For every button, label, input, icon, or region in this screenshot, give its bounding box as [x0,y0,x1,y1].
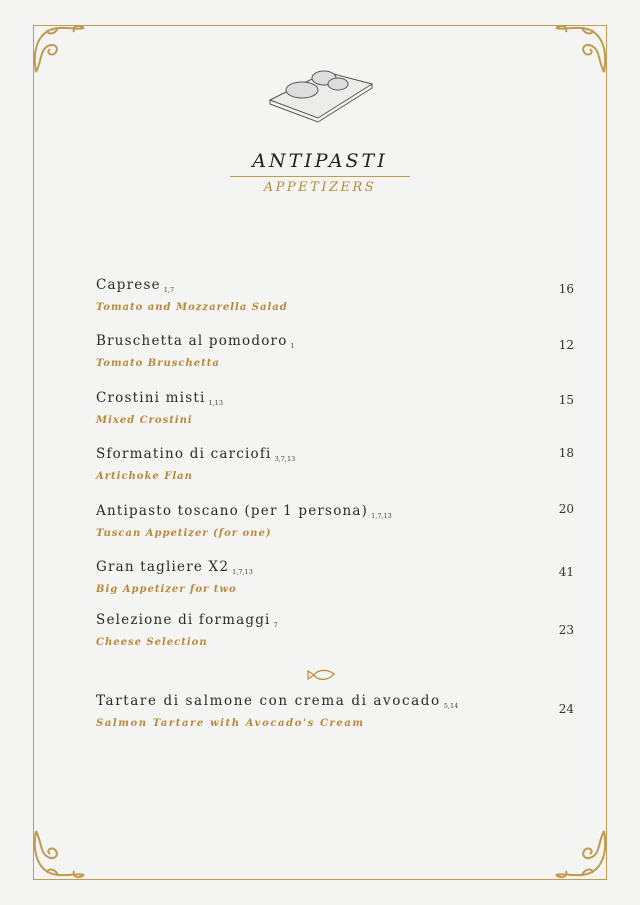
menu-item [96,332,576,370]
item-allergens: 5,14 [443,702,459,710]
item-name: Bruschetta al pomodoro [96,333,288,349]
item-allergens: 7 [273,621,278,629]
item-price: 15 [558,393,574,407]
item-description: Tuscan Appetizer (for one) [96,528,272,539]
item-price: 41 [558,565,574,579]
item-price: 18 [558,446,574,460]
item-allergens: 1 [290,342,295,350]
corner-ornament-icon [552,823,612,883]
title-divider [230,176,410,177]
item-description: Big Appetizer for two [96,584,237,595]
item-description: Mixed Crostini [96,415,193,426]
item-price: 12 [558,338,574,352]
menu-item [96,502,576,540]
menu-item [96,276,576,314]
corner-ornament-icon [28,823,88,883]
item-name: Tartare di salmone con crema di avocado [96,693,441,709]
item-name: Crostini misti [96,390,206,406]
item-description: Cheese Selection [96,637,208,648]
item-description: Salmon Tartare with Avocado's Cream [96,718,365,729]
item-allergens: 1,7,13 [232,568,253,576]
item-name: Selezione di formaggi [96,612,271,628]
item-price: 23 [558,623,574,637]
menu-item [96,692,576,730]
item-name: Sformatino di carciofi [96,446,272,462]
section-subtitle: APPETIZERS [263,180,377,195]
corner-ornament-icon [28,20,88,80]
menu-item [96,558,576,596]
menu-item [96,611,576,649]
item-price: 20 [558,502,574,516]
section-title: ANTIPASTI [252,150,388,172]
item-allergens: 1,13 [208,399,223,407]
fish-icon [306,668,336,682]
item-allergens: 3,7,13 [274,455,296,463]
item-allergens: 1,7 [163,286,175,294]
menu-item [96,445,576,483]
corner-ornament-icon [552,20,612,80]
item-name: Gran tagliere X2 [96,559,230,575]
item-allergens: 1,7,13 [371,512,392,520]
item-name: Antipasto toscano (per 1 persona) [96,503,369,519]
item-description: Artichoke Flan [96,471,193,482]
item-description: Tomato Bruschetta [96,358,220,369]
cutting-board-illustration-icon [266,62,374,124]
menu-item [96,389,576,427]
item-description: Tomato and Mozzarella Salad [96,302,288,313]
item-price: 16 [558,282,574,296]
item-price: 24 [558,702,574,716]
item-name: Caprese [96,277,161,293]
